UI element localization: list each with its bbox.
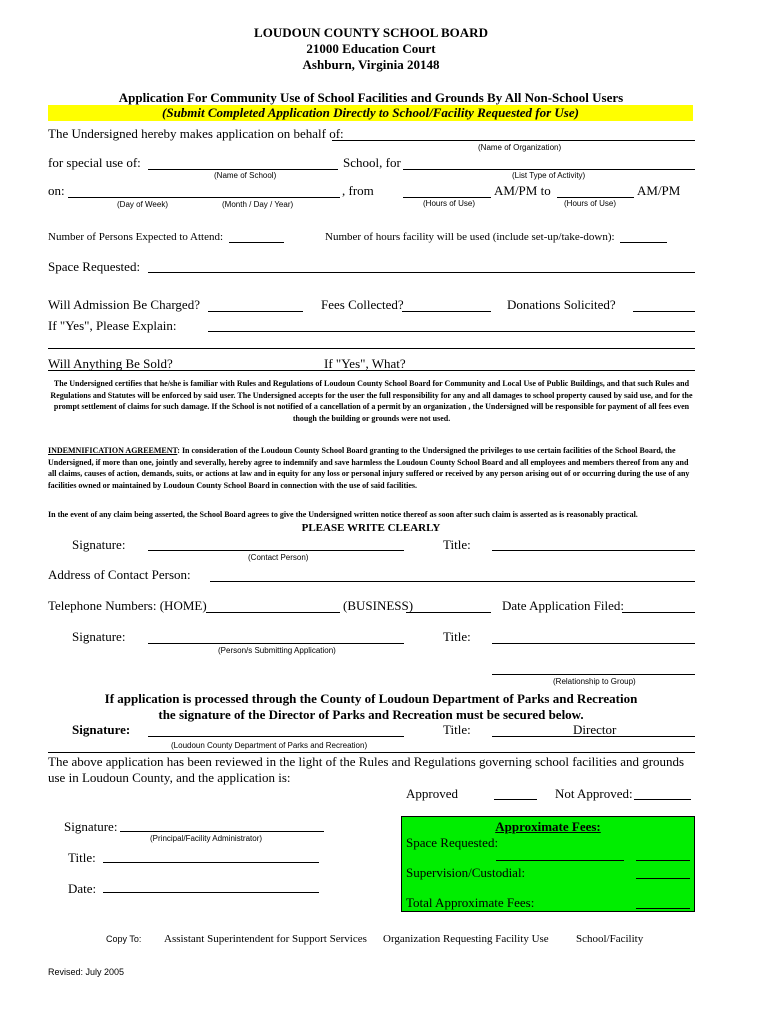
principal-caption: (Principal/Facility Administrator) — [150, 834, 263, 843]
day-caption: (Day of Week) — [117, 200, 168, 209]
not-approved-field[interactable] — [634, 799, 691, 800]
organization-caption: (Name of Organization) — [478, 143, 562, 152]
date-filed-field[interactable] — [622, 612, 695, 613]
write-clearly-notice: PLEASE WRITE CLEARLY — [301, 522, 441, 534]
county-notice-line-2: the signature of the Director of Parks and Recreation must be secured below. — [158, 707, 584, 722]
address-contact-label: Address of Contact Person: — [48, 567, 191, 582]
approved-field[interactable] — [494, 799, 537, 800]
end-hour-field[interactable] — [557, 197, 634, 198]
hours-caption-end: (Hours of Use) — [564, 199, 617, 208]
fee-supervision-label: Supervision/Custodial: — [406, 865, 526, 880]
school-for-label: School, for — [343, 155, 401, 170]
principal-signature-label: Signature: — [64, 819, 118, 834]
on-label: on: — [48, 183, 65, 198]
form-subtitle: (Submit Completed Application Directly to School/Facility Requested for Use) — [48, 105, 693, 121]
submitter-signature-field[interactable] — [148, 643, 404, 644]
fee-space-desc-field[interactable] — [496, 860, 624, 861]
not-approved-label: Not Approved: — [555, 786, 633, 801]
persons-label: Number of Persons Expected to Attend: — [48, 231, 224, 243]
submitter-title-field[interactable] — [492, 643, 695, 644]
explain-field-line-2[interactable] — [48, 348, 695, 349]
claim-notice-text: In the event of any claim being asserted, the School Board agrees to give the Undersigned written notice thereof as soon after such claim is asserted as is reasonably practical. — [48, 510, 638, 519]
principal-title-label: Title: — [68, 850, 96, 865]
parks-dept-caption: (Loudoun County Department of Parks and Recreation) — [171, 741, 368, 750]
home-phone-field[interactable] — [206, 612, 340, 613]
contact-address-field[interactable] — [210, 581, 695, 582]
fee-space-label: Space Requested: — [406, 835, 499, 850]
school-name-field[interactable] — [148, 169, 338, 170]
admission-field[interactable] — [208, 311, 303, 312]
ampm-to-label: AM/PM to — [494, 183, 551, 198]
date-filed-label: Date Application Filed: — [502, 598, 625, 613]
certification-text: The Undersigned certifies that he/she is familiar with Rules and Regulations of Loudoun County School Board for Community and Local Use of Public Buildings, and that such Rules and Regulations and Statutes will be enforced by said user. The Undersigned accepts for the user the full responsibility for any and all damages to school property caused by said use, and for the prompt settlement of claims for such damage. If the School is not notified of a cancellation of a permit by an organization , the Undersigned will be responsible for payment of all fees even though the building or grounds were not used. — [50, 379, 693, 423]
ampm-label: AM/PM — [637, 183, 681, 198]
indemnification-text: : In consideration of the Loudoun County School Board granting to the Undersigned the privileges to use certain facilities of the School Board, the Undersigned, if more than one, jointly and severally, hereby agree to indemnify and save harmless the Loudoun County School Board and all employees and members thereof from any and all claims, causes of action, demands, suits, or actions at law and in equity for any loss or personal injury suffered or received by any person arising out of or occurring during the use of any facilities owned or maintained by Loudoun County School Board in connection with the use of said facilities. — [48, 446, 690, 490]
start-hour-field[interactable] — [403, 197, 491, 198]
director-title: Director — [573, 722, 617, 737]
contact-signature-field[interactable] — [148, 550, 404, 551]
indemnification-paragraph — [48, 445, 695, 491]
copy-recipient-3: School/Facility — [576, 933, 644, 945]
copy-recipient-1: Assistant Superintendent for Support Services — [164, 933, 367, 945]
relationship-caption: (Relationship to Group) — [553, 677, 636, 686]
signature-label-1: Signature: — [72, 537, 126, 552]
behalf-label: The Undersigned hereby makes application on behalf of: — [48, 126, 344, 141]
copy-recipient-2: Organization Requesting Facility Use — [383, 933, 549, 945]
copy-to-label: Copy To: — [106, 934, 142, 944]
revised-date: Revised: July 2005 — [48, 967, 125, 977]
county-notice-line-1: If application is processed through the County of Loudoun Department of Parks and Recreation — [104, 691, 638, 706]
indemnification-heading: INDEMNIFICATION AGREEMENT — [48, 446, 178, 455]
fee-total-amount-field[interactable] — [636, 908, 690, 909]
activity-caption: (List Type of Activity) — [512, 171, 586, 180]
address-line-1: 21000 Education Court — [306, 41, 436, 56]
hours-used-label: Number of hours facility will be used (include set-up/take-down): — [325, 231, 615, 243]
review-date-label: Date: — [68, 881, 97, 896]
signature-label-2: Signature: — [72, 629, 126, 644]
county-title-label: Title: — [443, 722, 471, 737]
business-phone-field[interactable] — [406, 612, 491, 613]
organization-field[interactable] — [332, 140, 695, 141]
hours-caption-start: (Hours of Use) — [423, 199, 476, 208]
principal-signature-field[interactable] — [120, 831, 324, 832]
title-label-2: Title: — [443, 629, 471, 644]
review-date-field[interactable] — [103, 892, 319, 893]
persons-field[interactable] — [229, 242, 284, 243]
activity-type-field[interactable] — [403, 169, 695, 170]
principal-title-field[interactable] — [103, 862, 319, 863]
use-date-field[interactable] — [68, 197, 340, 198]
space-field[interactable] — [148, 272, 695, 273]
admission-label: Will Admission Be Charged? — [48, 297, 200, 312]
approved-label: Approved — [406, 786, 458, 801]
fees-heading: Approximate Fees: — [495, 819, 601, 834]
home-phone-label: Telephone Numbers: (HOME) — [48, 598, 207, 613]
fees-collected-label: Fees Collected? — [321, 297, 404, 312]
contact-caption: (Contact Person) — [248, 553, 309, 562]
hours-used-field[interactable] — [620, 242, 667, 243]
date-caption: (Month / Day / Year) — [222, 200, 294, 209]
donations-field[interactable] — [633, 311, 695, 312]
title-label-1: Title: — [443, 537, 471, 552]
explain-field[interactable] — [208, 331, 695, 332]
sold-label: Will Anything Be Sold? — [48, 356, 173, 371]
fees-collected-field[interactable] — [402, 311, 491, 312]
explain-label: If "Yes", Please Explain: — [48, 318, 177, 333]
space-label: Space Requested: — [48, 259, 141, 274]
school-board-name: LOUDOUN COUNTY SCHOOL BOARD — [254, 25, 488, 40]
special-use-label: for special use of: — [48, 155, 141, 170]
county-signature-label: Signature: — [72, 722, 131, 737]
from-label: , from — [342, 183, 374, 198]
what-label: If "Yes", What? — [324, 356, 406, 371]
review-statement: The above application has been reviewed in the light of the Rules and Regulations governing school facilities and grounds use in Loudoun County, and the application is: — [48, 754, 685, 785]
donations-label: Donations Solicited? — [507, 297, 616, 312]
address-line-2: Ashburn, Virginia 20148 — [302, 57, 440, 72]
contact-title-field[interactable] — [492, 550, 695, 551]
form-title: Application For Community Use of School Facilities and Grounds By All Non-School Users — [118, 90, 624, 105]
fee-supervision-amount-field[interactable] — [636, 878, 690, 879]
school-caption: (Name of School) — [214, 171, 277, 180]
approximate-fees-box — [401, 816, 695, 912]
fee-space-amount-field[interactable] — [636, 860, 690, 861]
county-signature-field[interactable] — [148, 736, 404, 737]
fee-total-label: Total Approximate Fees: — [406, 895, 535, 910]
business-phone-label: (BUSINESS) — [343, 598, 414, 613]
relationship-field[interactable] — [492, 674, 695, 675]
section-divider — [48, 752, 695, 753]
submitter-caption: (Person/s Submitting Application) — [218, 646, 336, 655]
